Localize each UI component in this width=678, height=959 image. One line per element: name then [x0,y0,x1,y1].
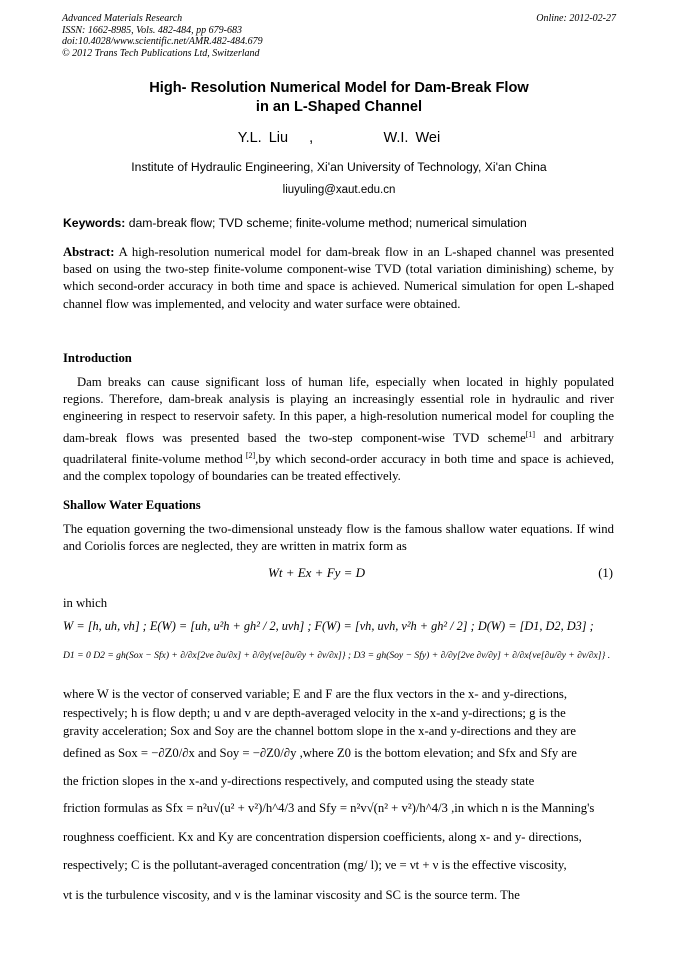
body-line: νt is the turbulence viscosity, and ν is the laminar viscosity and SC is the source term. The [63,888,520,902]
copyright-line: © 2012 Trans Tech Publications Ltd, Switzerland [62,47,260,59]
title-line-1: High- Resolution Numerical Model for Dam-Break Flow [149,80,529,96]
author-email: liuyuling@xaut.edu.cn [282,184,396,196]
body-line: where W is the vector of conserved variable; E and F are the flux vectors in the x- and y-directions, [63,687,568,701]
body-line: roughness coefficient. Kx and Ky are concentration dispersion coefficients, along x- and y- directions, [63,830,582,844]
intro-text-c: ,by which second-order accuracy in both time and space is achieved, and the complex topology of boundaries can be treated effectively. [63,452,614,484]
swe-heading: Shallow Water Equations [63,498,201,512]
in-which: in which [63,596,108,610]
intro-text-b: and arbitrary quadrilateral finite-volume method [63,430,615,467]
title-line-2: in an L-Shaped Channel [255,99,423,115]
ref-1: [1] [525,429,536,439]
journal-name: Advanced Materials Research [62,13,183,24]
authors: Y.L. Liu , W.I. Wei [237,130,441,146]
keywords-label: Keywords: [63,216,126,230]
intro-paragraph [63,374,614,486]
doi-line: doi:10.4028/www.scientific.net/AMR.482-484.679 [62,36,263,47]
abstract-label: Abstract: [63,245,115,259]
body-line: the friction slopes in the x-and y-directions respectively, and computed using the steady state [63,774,535,788]
swe-paragraph: The equation governing the two-dimensional unsteady flow is the famous shallow water equations. If wind and Coriolis forces are neglected, they are written in matrix form as [63,522,614,554]
intro-heading: Introduction [63,351,132,365]
keywords-text: dam-break flow; TVD scheme; finite-volume method; numerical simulation [125,216,527,230]
affiliation: Institute of Hydraulic Engineering, Xi'an University of Technology, Xi'an China [131,160,547,174]
body-line: defined as Sox = −∂Z0/∂x and Soy = −∂Z0/∂y ,where Z0 is the bottom elevation; and Sfx and Sfy are [63,746,577,760]
paper-title [62,79,616,117]
intro-text-a: Dam breaks can cause significant loss of human life, especially when located in highly populated regions. Therefore, dam-break analysis is playing an increasingly essential role in hydraulic and river engineering in respect to reservoir safety. In this paper, a high-resolution numerical model for coupling the dam-break flows was presented based the two-step component-wise TVD scheme [63,375,614,445]
abstract [63,244,614,313]
ref-2: [2] [242,451,256,461]
online-date: Online: 2012-02-27 [536,13,616,24]
body-line: respectively; h is flow depth; u and v are depth-averaged velocity in the x-and y-directions; g is the [63,706,566,720]
keywords [63,216,623,230]
issn-line: ISSN: 1662-8985, Vols. 482-484, pp 679-683 [62,24,242,36]
body-line: gravity acceleration; Sox and Soy are the channel bottom slope in the x-and y-directions and they are [63,724,576,738]
equation-3: D1 = 0 D2 = gh(Sox − Sfx) + ∂/∂x[2νe ∂u/∂x] + ∂/∂y{νe[∂u/∂y + ∂v/∂x]} ; D3 = gh(Soy − Sfy) + ∂/∂y[2νe ∂v/∂y] + ∂/∂x{νe[∂u/∂y + ∂v/∂x]} . [63,650,611,661]
journal-header [62,13,263,59]
body-line: respectively; C is the pollutant-averaged concentration (mg/ l); νe = νt + ν is the effective viscosity, [63,858,567,872]
body-line: friction formulas as Sfx = n²u√(u² + v²)/h^4/3 and Sfy = n²v√(n² + v²)/h^4/3 ,in which n is the Manning's [63,801,595,815]
equation-1-number: (1) [598,566,613,580]
equation-1: Wt + Ex + Fy = D [268,565,366,580]
equation-2: W = [h, uh, vh] ; E(W) = [uh, u²h + gh² / 2, uvh] ; F(W) = [vh, uvh, v²h + gh² / 2] ; D(W) = [D1, D2, D3] ; [63,619,594,633]
abstract-text: A high-resolution numerical model for dam-break flow in an L-shaped channel was presented based on using the two-step finite-volume component-wise TVD (total variation diminishing) scheme, by which second-order accuracy in both time and space is achieved. Numerical simulation for open L-shaped channel flow was implemented, and velocity and water surface were obtained. [63,245,614,311]
